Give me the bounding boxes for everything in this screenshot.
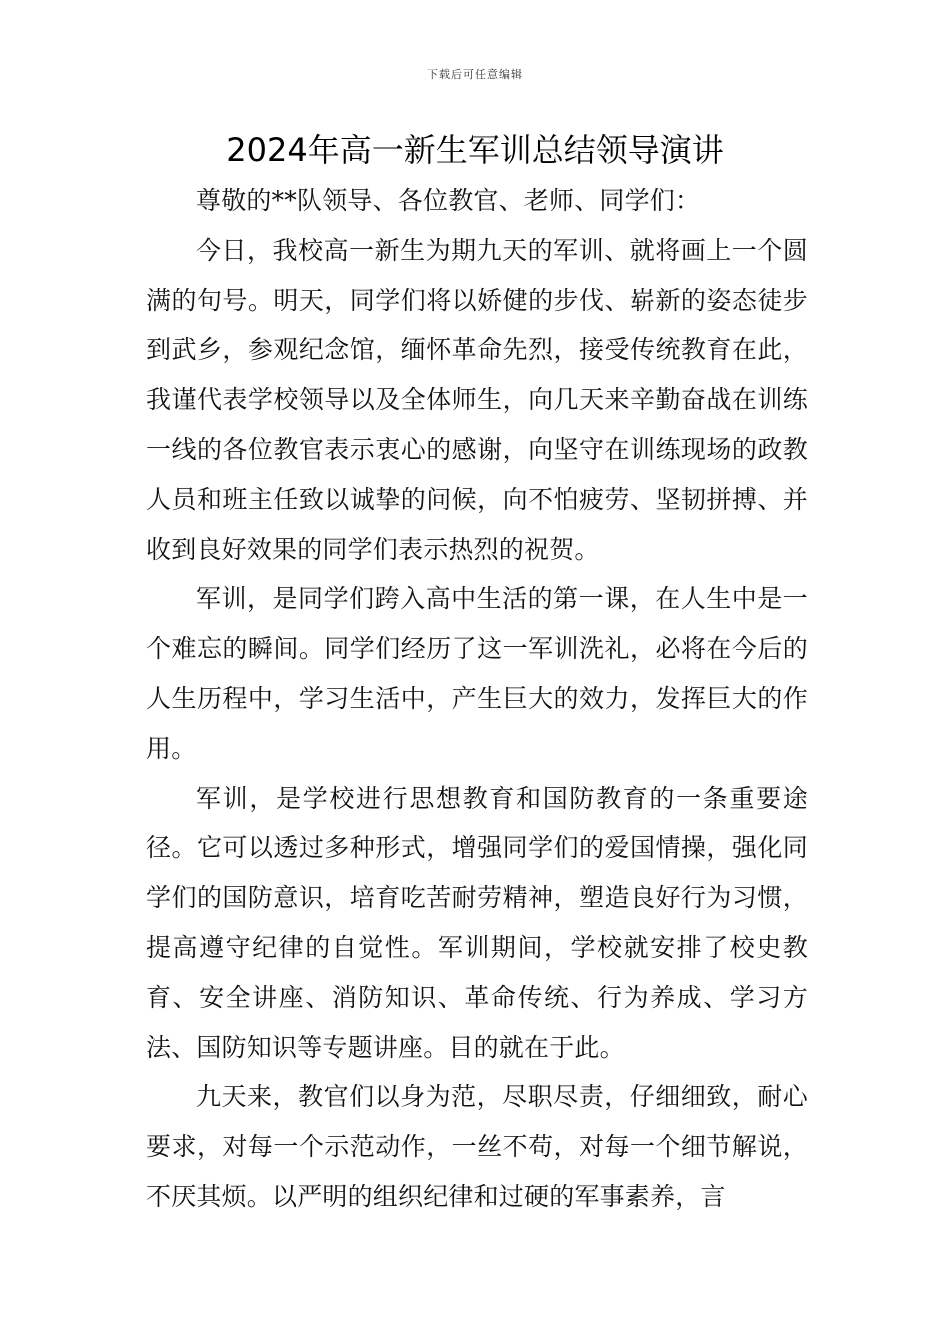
body-paragraph: 今日，我校高一新生为期九天的军训、就将画上一个圆满的句号。明天，同学们将以娇健的步伐、崭新的姿态徒步到武乡，参观纪念馆，缅怀革命先烈，接受传统教育在此，我谨代表学校领导以及全体师生，向几天来辛勤奋战在训练一线的各位教官表示衷心的感谢，向坚守在训练现场的政教人员和班主任致以诚挚的问候，向不怕疲劳、坚韧拼搏、并收到良好效果的同学们表示热烈的祝贺。	[146, 235, 808, 564]
body-paragraph: 军训，是学校进行思想教育和国防教育的一条重要途径。它可以透过多种形式，增强同学们的爱国情操，强化同学们的国防意识，培育吃苦耐劳精神，塑造良好行为习惯，提高遵守纪律的自觉性。军训期间，学校就安排了校史教育、安全讲座、消防知识、革命传统、行为养成、学习方法、国防知识等专题讲座。目的就在于此。	[146, 783, 808, 1062]
salutation-paragraph: 尊敬的**队领导、各位教官、老师、同学们：	[196, 186, 701, 215]
document-title: 2024年高一新生军训总结领导演讲	[226, 131, 724, 169]
body-paragraph: 九天来，教官们以身为范，尽职尽责，仔细细致，耐心要求，对每一个示范动作，一丝不苟，对每一个细节解说，不厌其烦。以严明的组织纪律和过硬的军事素养，言	[146, 1082, 808, 1211]
body-paragraph: 军训，是同学们跨入高中生活的第一课，在人生中是一个难忘的瞬间。同学们经历了这一军训洗礼，必将在今后的人生历程中，学习生活中，产生巨大的效力，发挥巨大的作用。	[146, 584, 808, 763]
document-body	[146, 176, 808, 1222]
header-note: 下载后可任意编辑	[427, 68, 523, 81]
